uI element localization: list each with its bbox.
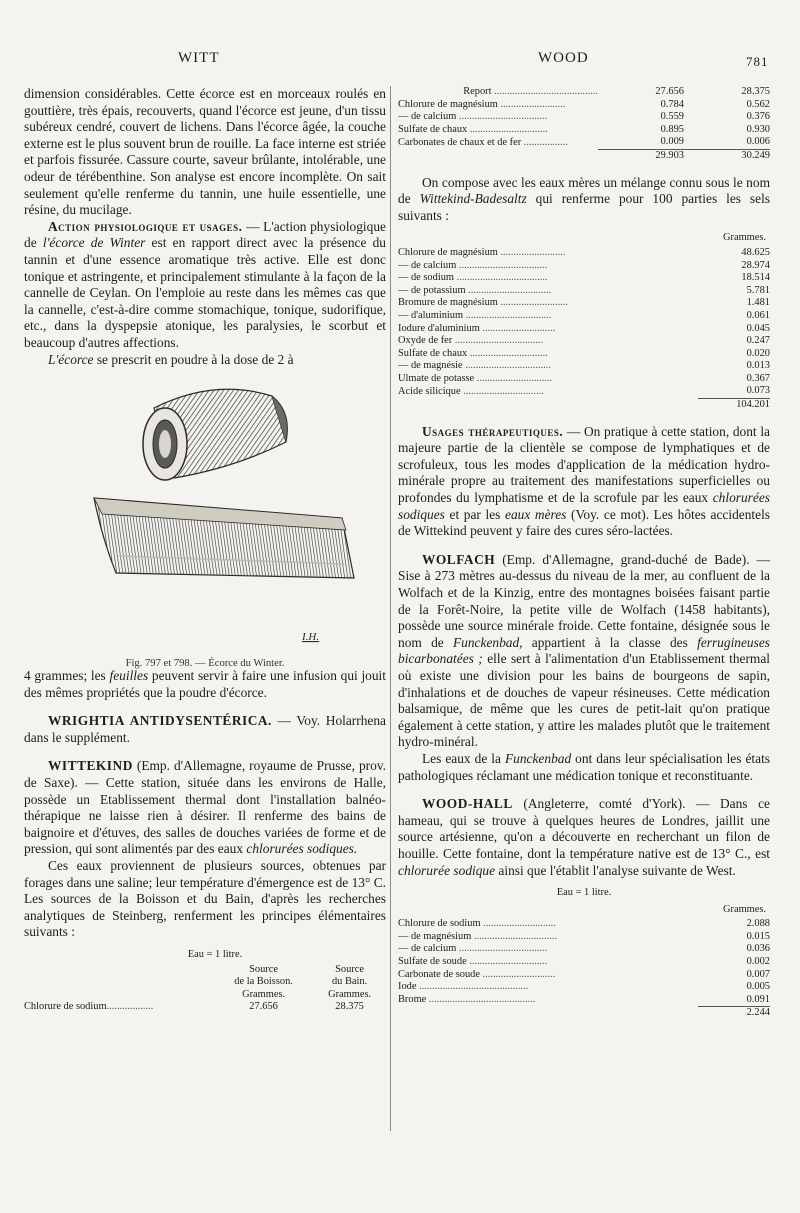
leader-dots: ..................: [106, 1001, 154, 1013]
table-unit: Eau = 1 litre.: [187, 949, 243, 960]
row-label: [398, 373, 698, 386]
heading-usages: Usages thérapeutiques.: [422, 423, 564, 439]
entry-wrightia: [24, 713, 386, 746]
table-row: [398, 260, 770, 273]
table-row: [398, 385, 770, 398]
table-row: [24, 1001, 386, 1014]
analysis-table-continued: [398, 86, 770, 163]
figure-signature: I.H.: [302, 631, 320, 644]
table-row: [398, 285, 770, 298]
italic-run: Funckenbad: [452, 634, 520, 650]
row-name: Acide silicique: [398, 385, 461, 397]
table-row: [398, 348, 770, 361]
row-name: — de sodium: [398, 272, 454, 284]
total-value: 2.244: [698, 1007, 770, 1020]
row-name: Chlorure de magnésium: [398, 98, 498, 110]
paragraph-dose: [24, 352, 386, 369]
right-column: [398, 86, 770, 1020]
table-row: [398, 981, 770, 994]
row-value: 0.013: [746, 360, 770, 372]
left-column: [24, 86, 386, 1014]
badesaltz-table: [398, 247, 770, 412]
row-value: 0.247: [746, 335, 770, 347]
leader-dots: ............................: [479, 968, 556, 980]
row-label: [398, 348, 698, 361]
row-value: 48.625: [741, 246, 770, 258]
row-name: Report: [463, 86, 492, 97]
row-label: [398, 310, 698, 323]
spacer-cell: [398, 399, 698, 412]
row-label: [398, 285, 698, 298]
row-name: Iodure d'aluminium: [398, 322, 480, 334]
row-name: — de calcium: [398, 259, 457, 271]
row-label: [398, 931, 698, 944]
running-head-left: WITT: [178, 50, 220, 66]
leader-dots: ...................................: [454, 272, 548, 284]
leader-dots: .........................: [497, 246, 566, 258]
table-row: [398, 272, 770, 285]
leader-dots: .................................: [463, 309, 552, 321]
row-value: 0.930: [746, 123, 770, 135]
paragraph-badesaltz: [398, 175, 770, 225]
spacer-cell: [398, 149, 598, 162]
row-label: [398, 981, 698, 994]
total-row: [398, 399, 770, 412]
leader-dots: ..............................: [467, 347, 548, 359]
row-name: Sulfate de chaux: [398, 123, 468, 135]
spacer: [398, 163, 770, 175]
running-head-center: WOOD: [538, 50, 589, 66]
row-value: 0.045: [746, 322, 770, 334]
wood-hall-table: [398, 918, 770, 1020]
row-label: [398, 335, 698, 348]
paragraph-leaves: [24, 668, 386, 701]
bark-illustration: [24, 368, 386, 648]
italic-run: l'écorce de Winter: [42, 235, 146, 251]
row-value: 0.061: [746, 309, 770, 321]
text-run: (Angleterre, comté d'York). — Dans ce hameau, qui se trouve à quelques heures de Londres, jaillit une source artésienne, qu'on a découverte en recherchant un filon de houille. Cette fontaine, dont la température native est de 13° C., est: [398, 796, 770, 861]
text-run: , appartient à la classe des: [519, 634, 698, 650]
spacer-cell: [398, 1007, 698, 1020]
entry-heading-wittekind: WITTEKIND: [48, 758, 133, 774]
text-run: elle sert à l'alimentation d'un Etablissement thermal où existe une division pour les bains de bourgeons de sapin, d'inhalations et de douches de vapeur résineuses. Cette médication balsamique, de même que les cures de petit-lait qu'on pratique également à cette station, y attire les malades plutôt que le traitement hydro-minéral.: [398, 651, 771, 750]
leader-dots: .............................: [474, 372, 553, 384]
row-label: [398, 994, 698, 1007]
text-run: ont dans leur spécialisation les états pathologiques réclamant une médication tonique et reconstituante.: [398, 750, 770, 783]
row-name: Oxyde de fer: [398, 335, 453, 347]
paragraph-funckenbad: [398, 751, 770, 784]
row-name: Sulfate de soude: [398, 956, 467, 968]
spacer: [398, 412, 770, 424]
row-value: 0.015: [746, 930, 770, 942]
row-name: — de magnésium: [398, 930, 472, 942]
row-value: 0.036: [746, 943, 770, 955]
leader-dots: ..................................: [452, 335, 544, 347]
row-name: Iode: [398, 981, 417, 993]
row-label: [398, 86, 598, 99]
spacer: [398, 784, 770, 796]
heading-action: Action physiologique et usages.: [48, 218, 243, 234]
table-row: [398, 86, 770, 99]
text-run: (Emp. d'Allemagne, grand-duché de Bade). — Sise à 273 mètres au-dessus du niveau de la mer, au confluent de la Wolfach et de la Kinzig, entre des montagnes boisées faisant partie de la Forêt-Noire, la petite ville de Wolfach (1458 habitants), possède une source minérale froide. Cette fontaine, désignée sous le nom de: [398, 551, 770, 650]
row-label: [398, 297, 698, 310]
entry-wood-hall: [398, 796, 770, 879]
row-value: 2.088: [746, 918, 770, 930]
leader-dots: ................................: [471, 930, 558, 942]
row-name: — de potassium: [398, 284, 466, 296]
row-name: Chlorure de sodium: [24, 1001, 107, 1013]
col-header: du Bain.: [331, 976, 368, 988]
col-header: Grammes.: [242, 988, 286, 1000]
total-row: [398, 149, 770, 162]
table-row: [398, 335, 770, 348]
table-row: [398, 918, 770, 931]
table-row: [398, 931, 770, 944]
row-label: [398, 956, 698, 969]
row-name: — de calcium: [398, 943, 457, 955]
italic-run: chlorurées sodiques: [398, 490, 770, 522]
table-row: [398, 247, 770, 260]
italic-run: ferrugineuses bicarbonatées ;: [398, 634, 770, 667]
col-header: Source: [249, 963, 279, 975]
row-label: [398, 323, 698, 336]
flat-bark-drawing: [94, 498, 354, 578]
paragraph-sources: Ces eaux proviennent de plusieurs sources, obtenues par forages dans une saline; leur température d'émergence est de 13° C. Les sources de la Boisson et du Bain, d'après les recherches analytiques de Steinberg, renferment les principes élémentaires suivants :: [24, 858, 386, 940]
leader-dots: ..............................: [467, 123, 548, 135]
figure-caption: Fig. 797 et 798. — Écorce du Winter.: [125, 657, 285, 669]
leader-dots: ..................................: [456, 111, 548, 123]
row-value: 27.656: [655, 86, 684, 97]
leader-dots: ..................................: [456, 259, 548, 271]
row-value: 0.005: [746, 981, 770, 993]
leader-dots: ..................................: [456, 943, 548, 955]
row-label: [398, 111, 598, 124]
total-value: 29.903: [598, 149, 684, 162]
row-value: 0.895: [660, 123, 684, 135]
entry-heading-wood-hall: WOOD-HALL: [422, 796, 513, 812]
row-value: 28.375: [335, 1001, 364, 1013]
row-value: 0.007: [746, 968, 770, 980]
leader-dots: ..........................................: [416, 981, 529, 993]
text-run: (Voy. ce mot). Les hôtes accidentels de Wittekind peuvent y faire des cures séro-lactées.: [398, 506, 770, 539]
row-value: 28.974: [741, 259, 770, 271]
table-row: [398, 99, 770, 112]
row-label: [398, 943, 698, 956]
total-value: 30.249: [684, 149, 770, 162]
text-run: et par les: [444, 506, 505, 522]
row-value: 27.656: [249, 1001, 278, 1013]
leader-dots: ..............................: [466, 956, 548, 968]
row-name: — de calcium: [398, 111, 457, 123]
row-label: [398, 124, 598, 137]
page-number: 781: [746, 54, 769, 69]
total-row: [398, 1007, 770, 1020]
table-row: [398, 969, 770, 982]
row-value: 5.781: [746, 284, 770, 296]
text-run: peuvent servir à faire une infusion qui jouit des mêmes propriétés que la poudre d'écorce.: [24, 668, 386, 700]
figure-winter-bark: [24, 368, 386, 668]
italic-run: Wittekind-Badesaltz: [419, 191, 527, 207]
row-value: 0.376: [746, 111, 770, 123]
total-value: 104.201: [698, 399, 770, 412]
entry-heading-wrightia: WRIGHTIA ANTIDYSENTÉRICA.: [48, 713, 272, 729]
italic-run: L'écorce: [48, 351, 94, 367]
row-name: Carbonates de chaux et de fer: [398, 136, 522, 148]
italic-run: Funckenbad: [504, 750, 572, 766]
row-label: [398, 247, 698, 260]
analysis-table-boisson-bain: [24, 964, 386, 1014]
table-row: [398, 360, 770, 373]
italic-run: eaux mères: [505, 506, 567, 522]
leader-dots: ........................................: [491, 86, 598, 97]
row-label: [24, 1001, 214, 1014]
table-row: [398, 943, 770, 956]
table-row: [398, 310, 770, 323]
row-label: [398, 260, 698, 273]
table-row: [398, 994, 770, 1007]
row-label: [398, 99, 598, 112]
row-value: 0.073: [746, 385, 770, 397]
row-label: [398, 918, 698, 931]
table-row: [398, 111, 770, 124]
row-name: — de magnésie: [398, 360, 463, 372]
row-name: — d'aluminium: [398, 309, 464, 321]
text-run: se prescrit en poudre à la dose de 2 à: [93, 351, 294, 367]
row-value: 0.002: [746, 956, 770, 968]
table-row: [398, 373, 770, 386]
entry-wittekind: [24, 758, 386, 858]
row-name: Ulmate de potasse: [398, 372, 475, 384]
paragraph-bark-description: dimension considérables. Cette écorce est en morceaux roulés en gouttière, très épais, recouverts, quand l'écorce est jeune, d'un tissu subéreux cendré, couvert de lichens. Dans l'écorce âgée, la couche externe est le plus souvent brun de rouille. La face interne est striée et parfois fissurée. Cassure courte, saveur brûlante, intolérable, une odeur de térébenthine. Son analyse est encore incomplète. On sait seulement qu'elle renferme du tannin, une huile essentielle, une résine, du mucilage.: [24, 86, 386, 218]
row-value: 0.009: [660, 136, 684, 148]
table-unit: Grammes.: [723, 232, 766, 244]
paragraph-action: [24, 219, 386, 352]
text-run: — L'action physiologique de: [24, 218, 386, 251]
row-name: Chlorure de magnésium: [398, 246, 498, 258]
row-name: Carbonate de soude: [398, 968, 480, 980]
rolled-bark-drawing: [143, 389, 287, 480]
italic-run: feuilles: [109, 668, 149, 684]
row-value: 0.020: [746, 347, 770, 359]
column-rule: [390, 86, 391, 1131]
leader-dots: ...............................: [460, 385, 544, 397]
table-row: [398, 956, 770, 969]
entry-wolfach: [398, 552, 770, 751]
row-label: [398, 969, 698, 982]
table-unit: Eau = 1 litre.: [556, 887, 612, 899]
leader-dots: ............................: [480, 918, 556, 930]
leader-dots: ..........................: [497, 297, 568, 309]
row-value: 18.514: [741, 272, 770, 284]
spacer: [24, 701, 386, 713]
row-value: 0.091: [746, 993, 770, 1005]
row-value: 0.559: [660, 111, 684, 123]
row-name: Chlorure de sodium: [398, 918, 481, 930]
row-label: [398, 360, 698, 373]
col-header: Grammes.: [328, 988, 372, 1000]
row-value: 0.562: [746, 98, 770, 110]
entry-heading-wolfach: WOLFACH: [422, 551, 496, 567]
text-run: — On pratique à cette station, dont la majeure partie de la clientèle se compose de lymphatiques et de scrofuleux, tous les modes d'application de la médication hydro-minérale propre au traitement des manifestations superficielles ou profondes du lymphatisme et de la scrofule par les eaux: [398, 423, 770, 506]
spacer: [398, 540, 770, 552]
table-row: [398, 323, 770, 336]
row-name: Brome: [398, 994, 427, 1006]
leader-dots: .................................: [462, 360, 551, 372]
table-row: [398, 297, 770, 310]
row-label: [398, 272, 698, 285]
text-run: On compose avec les eaux mères un mélange connu sous le nom de: [398, 174, 770, 207]
row-value: 28.375: [741, 86, 770, 97]
row-label: [398, 385, 698, 398]
text-run: ainsi que l'établit l'analyse suivante de West.: [495, 862, 736, 878]
italic-run: chlorurée sodique: [398, 862, 496, 878]
paragraph-usages: [398, 424, 770, 540]
leader-dots: .................: [521, 136, 568, 148]
table-row: [398, 136, 770, 149]
col-header: Source: [335, 963, 365, 975]
italic-run: chlorurées sodiques.: [246, 841, 358, 857]
spacer: [24, 746, 386, 758]
text-run: (Emp. d'Allemagne, royaume de Prusse, prov. de Saxe). — Cette station, située dans les environs de Halle, possède un Etablissement thermal dont l'installation balnéo-thérapique ne laisse rien à désirer. Il renferme des bains de baignoire et d'étuves, des salles de douches variées de forme et de pression, qui sont alimentés par des eaux: [24, 758, 386, 857]
leader-dots: .........................: [497, 98, 566, 110]
leader-dots: ................................: [465, 284, 552, 296]
text-run: Les eaux de la: [422, 750, 505, 766]
row-name: Sulfate de chaux: [398, 347, 468, 359]
row-value: 0.367: [746, 372, 770, 384]
leader-dots: .........................................: [426, 994, 536, 1006]
text-run: — Voy. Holarrhena dans le supplément.: [24, 713, 386, 745]
text-run: est en rapport direct avec la présence du tannin et d'une essence aromatique très active. Elle est donc tonique et astringente, et principalement stimulante à la façon de la cannelle de Ceylan. On l'emploie au reste dans les mêmes cas que la cannelle, c'est-à-dire comme stomachique, tonique, sudorifique, etc., dans la dyspepsie atonique, les paralysies, le scorbut et beaucoup d'autres affections.: [24, 235, 387, 350]
row-value: 0.784: [660, 98, 684, 110]
row-value: 0.006: [746, 136, 770, 148]
row-name: Bromure de magnésium: [398, 297, 498, 309]
row-label: [398, 136, 598, 149]
text-run: 4 grammes; les: [24, 668, 110, 684]
leader-dots: ............................: [479, 322, 556, 334]
table-row: [398, 124, 770, 137]
table-unit: Grammes.: [723, 903, 766, 915]
col-header: de la Boisson.: [234, 976, 293, 988]
row-value: 1.481: [746, 297, 770, 309]
text-run: qui renferme pour 100 parties les sels suivants :: [398, 191, 770, 223]
